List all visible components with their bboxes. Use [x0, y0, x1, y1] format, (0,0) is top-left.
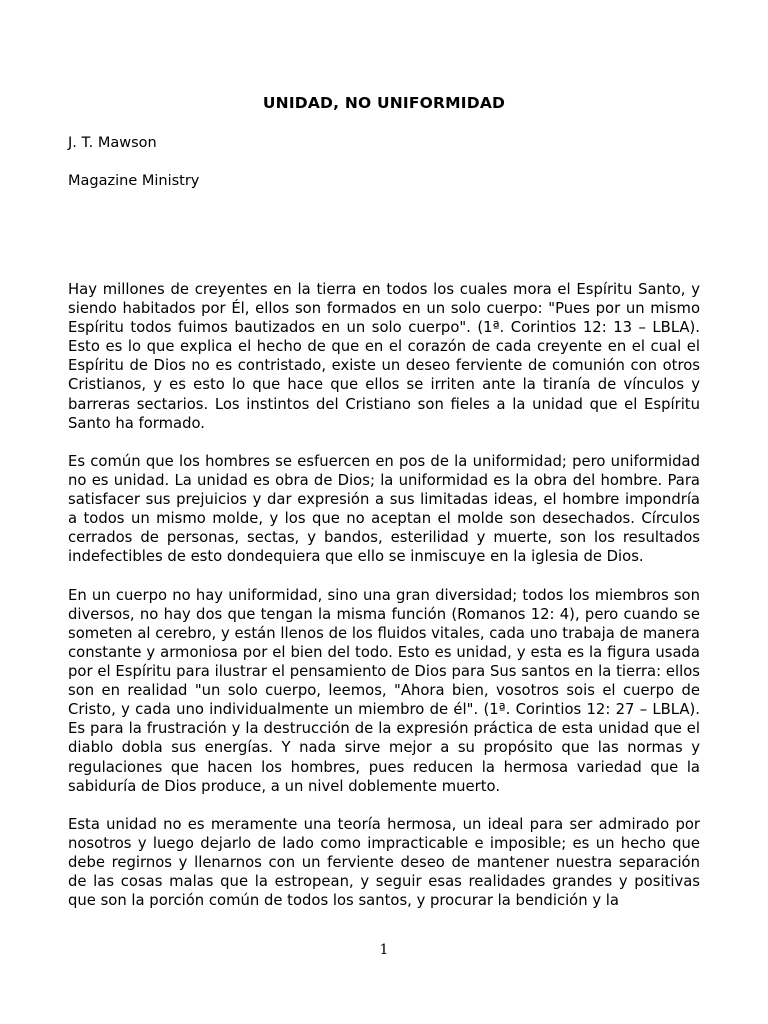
body-paragraph: En un cuerpo no hay uniformidad, sino una gran diversidad; todos los miembros son diversos, no hay dos que tengan la misma función (Romanos 12: 4), pero cuando se someten al cerebro, y están llenos de los fluidos vitales, cada uno trabaja de manera constante y armoniosa por el bien del todo. Esto es unidad, y esta es la figura usada por el Espíritu para ilustrar el pensamiento de Dios para Sus santos en la tierra: ellos son en realidad "un solo cuerpo, leemos, "Ahora bien, vosotros sois el cuerpo de Cristo, y cada uno individualmente un miembro de él". (1ª. Corintios 12: 27 – LBLA). Es para la frustración y la destrucción de la expresión práctica de esta unidad que el diablo dobla sus energías. Y nada sirve mejor a su propósito que las normas y regulaciones que hacen los hombres, pues reducen la hermosa variedad que la sabiduría de Dios produce, a un nivel doblemente muerto.: [68, 586, 700, 795]
body-paragraph: Es común que los hombres se esfuercen en pos de la uniformidad; pero uniformidad no es unidad. La unidad es obra de Dios; la uniformidad es la obra del hombre. Para satisfacer sus prejuicios y dar expresión a sus limitadas ideas, el hombre impondría a todos un mismo molde, y los que no aceptan el molde son desechados. Círculos cerrados de personas, sectas, y bandos, esterilidad y muerte, son los resultados indefectibles de esto dondequiera que ello se inmiscuye en la iglesia de Dios.: [68, 452, 700, 566]
page-number: 1: [379, 942, 389, 958]
body-paragraph: Esta unidad no es meramente una teoría hermosa, un ideal para ser admirado por nosotros y luego dejarlo de lado como impracticable e imposible; es un hecho que debe regirnos y llenarnos con un ferviente deseo de mantener nuestra separación de las cosas malas que la estropean, y seguir esas realidades grandes y positivas que son la porción común de todos los santos, y procurar la bendición y la: [68, 815, 700, 910]
source-publication: Magazine Ministry: [68, 173, 200, 189]
author-name: J. T. Mawson: [68, 135, 157, 151]
document-title: UNIDAD, NO UNIFORMIDAD: [262, 94, 506, 112]
document-body: [68, 280, 700, 930]
body-paragraph: Hay millones de creyentes en la tierra en todos los cuales mora el Espíritu Santo, y siendo habitados por Él, ellos son formados en un solo cuerpo: "Pues por un mismo Espíritu todos fuimos bautizados en un solo cuerpo". (1ª. Corintios 12: 13 – LBLA). Esto es lo que explica el hecho de que en el corazón de cada creyente en el cual el Espíritu de Dios no es contristado, existe un deseo ferviente de comunión con otros Cristianos, y es esto lo que hace que ellos se irriten ante la tiranía de vínculos y barreras sectarios. Los instintos del Cristiano son fieles a la unidad que el Espíritu Santo ha formado.: [68, 281, 700, 432]
